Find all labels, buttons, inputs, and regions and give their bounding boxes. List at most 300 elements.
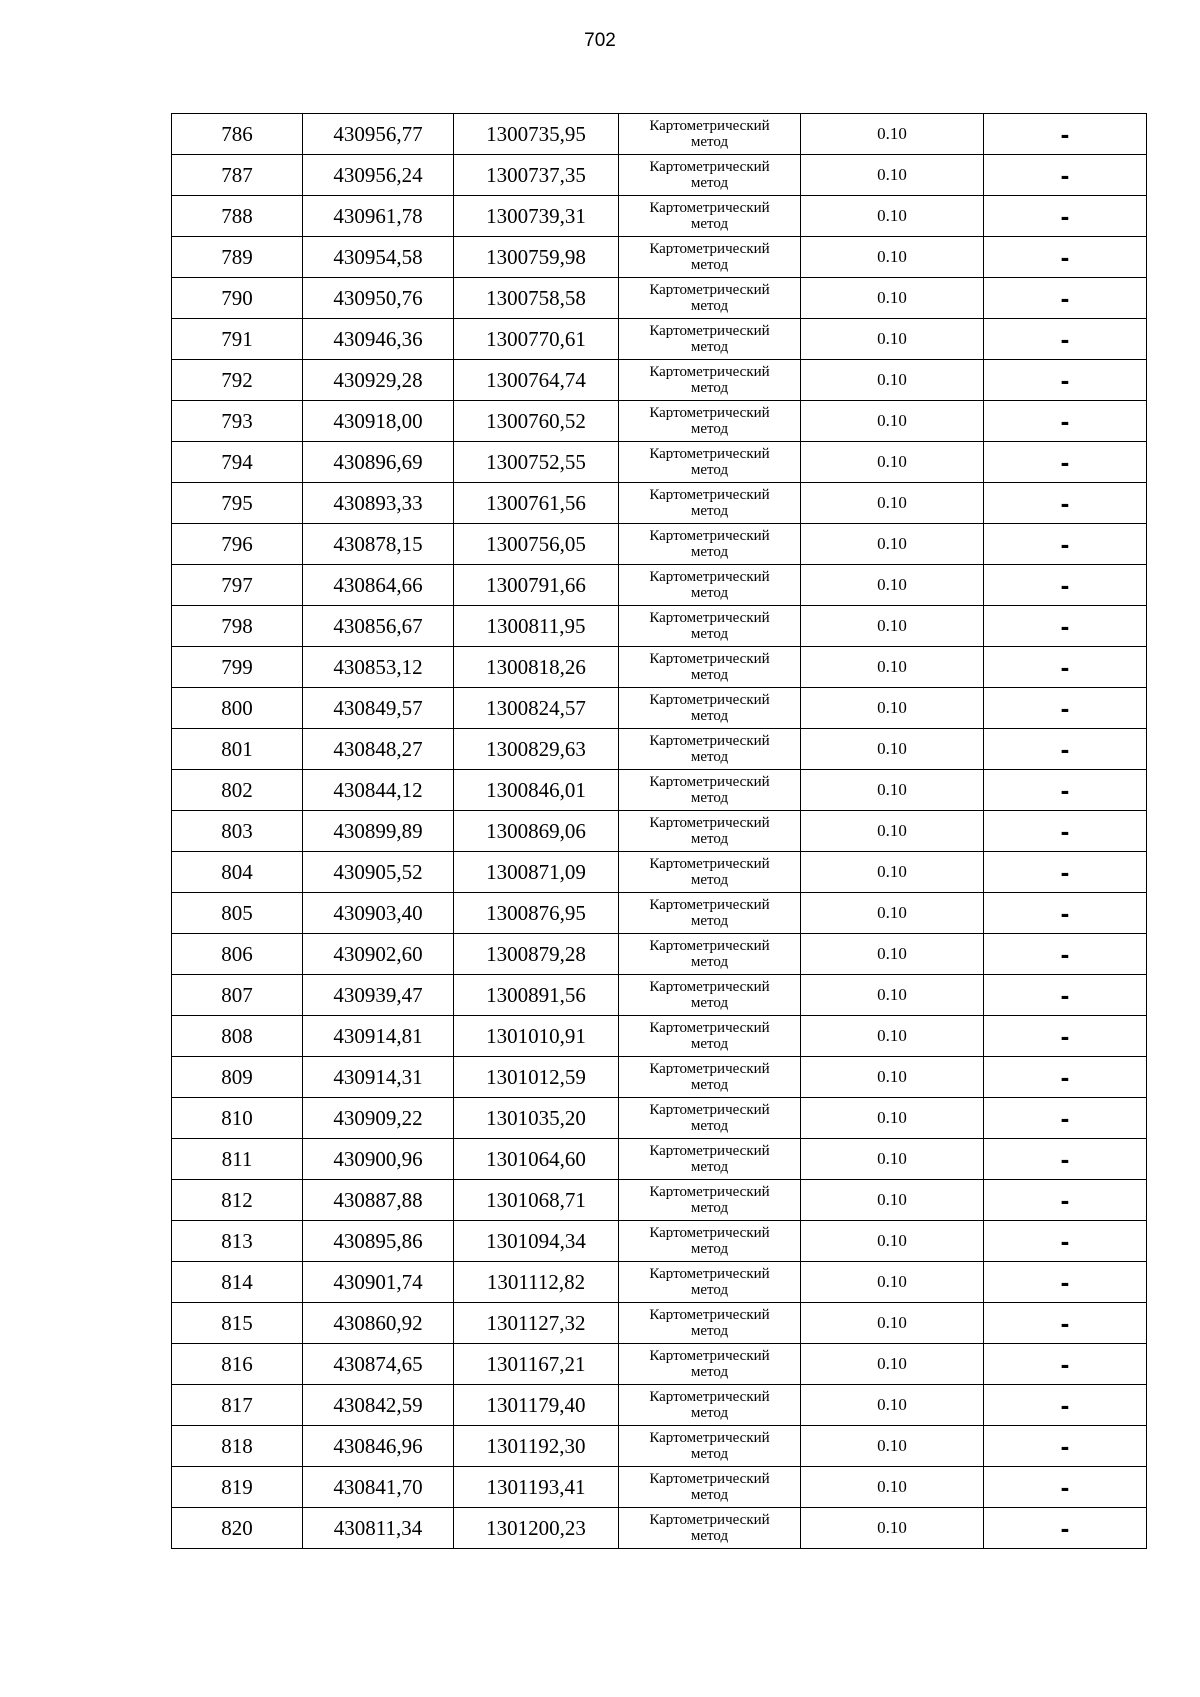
y-coordinate-cell: 1300760,52	[454, 401, 619, 442]
point-number-cell: 818	[172, 1426, 303, 1467]
point-number-cell: 810	[172, 1098, 303, 1139]
table-row	[172, 811, 1147, 852]
accuracy-cell: 0.10	[801, 1467, 984, 1508]
point-number-cell: 791	[172, 319, 303, 360]
point-number-cell: 802	[172, 770, 303, 811]
method-label-line1: Картометрический	[649, 1020, 770, 1036]
method-label-line1: Картометрический	[649, 1471, 770, 1487]
y-coordinate-cell: 1300846,01	[454, 770, 619, 811]
x-coordinate-cell: 430899,89	[303, 811, 454, 852]
point-number-cell: 787	[172, 155, 303, 196]
coordinates-table-body	[172, 114, 1147, 1549]
method-cell	[619, 196, 801, 237]
table-row	[172, 360, 1147, 401]
table-row	[172, 1303, 1147, 1344]
point-number-cell: 806	[172, 934, 303, 975]
method-label-line1: Картометрический	[649, 651, 770, 667]
method-label-line1: Картометрический	[649, 1102, 770, 1118]
table-row	[172, 319, 1147, 360]
y-coordinate-cell: 1301193,41	[454, 1467, 619, 1508]
method-cell	[619, 319, 801, 360]
x-coordinate-cell: 430860,92	[303, 1303, 454, 1344]
x-coordinate-cell: 430878,15	[303, 524, 454, 565]
dash-cell: -	[984, 360, 1147, 401]
x-coordinate-cell: 430849,57	[303, 688, 454, 729]
method-cell	[619, 770, 801, 811]
dash-cell: -	[984, 524, 1147, 565]
y-coordinate-cell: 1300752,55	[454, 442, 619, 483]
y-coordinate-cell: 1300735,95	[454, 114, 619, 155]
accuracy-cell: 0.10	[801, 770, 984, 811]
table-row	[172, 483, 1147, 524]
method-label-line1: Картометрический	[649, 487, 770, 503]
method-cell	[619, 155, 801, 196]
point-number-cell: 789	[172, 237, 303, 278]
accuracy-cell: 0.10	[801, 360, 984, 401]
x-coordinate-cell: 430848,27	[303, 729, 454, 770]
table-row	[172, 606, 1147, 647]
y-coordinate-cell: 1300876,95	[454, 893, 619, 934]
table-row	[172, 401, 1147, 442]
point-number-cell: 816	[172, 1344, 303, 1385]
y-coordinate-cell: 1300739,31	[454, 196, 619, 237]
point-number-cell: 812	[172, 1180, 303, 1221]
table-row	[172, 1098, 1147, 1139]
point-number-cell: 808	[172, 1016, 303, 1057]
table-row	[172, 934, 1147, 975]
table-row	[172, 237, 1147, 278]
accuracy-cell: 0.10	[801, 524, 984, 565]
accuracy-cell: 0.10	[801, 319, 984, 360]
accuracy-cell: 0.10	[801, 1303, 984, 1344]
method-label-line1: Картометрический	[649, 610, 770, 626]
method-cell	[619, 934, 801, 975]
y-coordinate-cell: 1300824,57	[454, 688, 619, 729]
method-label-line2: метод	[690, 462, 729, 478]
x-coordinate-cell: 430900,96	[303, 1139, 454, 1180]
method-cell	[619, 1016, 801, 1057]
point-number-cell: 809	[172, 1057, 303, 1098]
accuracy-cell: 0.10	[801, 1139, 984, 1180]
method-label-line2: метод	[690, 1077, 729, 1093]
method-label-line2: метод	[690, 175, 729, 191]
point-number-cell: 788	[172, 196, 303, 237]
dash-cell: -	[984, 606, 1147, 647]
y-coordinate-cell: 1300770,61	[454, 319, 619, 360]
y-coordinate-cell: 1300756,05	[454, 524, 619, 565]
dash-cell: -	[984, 442, 1147, 483]
point-number-cell: 819	[172, 1467, 303, 1508]
y-coordinate-cell: 1301179,40	[454, 1385, 619, 1426]
accuracy-cell: 0.10	[801, 1508, 984, 1549]
x-coordinate-cell: 430893,33	[303, 483, 454, 524]
x-coordinate-cell: 430902,60	[303, 934, 454, 975]
dash-cell: -	[984, 1098, 1147, 1139]
y-coordinate-cell: 1301064,60	[454, 1139, 619, 1180]
dash-cell: -	[984, 565, 1147, 606]
method-cell	[619, 852, 801, 893]
point-number-cell: 805	[172, 893, 303, 934]
accuracy-cell: 0.10	[801, 278, 984, 319]
point-number-cell: 798	[172, 606, 303, 647]
accuracy-cell: 0.10	[801, 934, 984, 975]
method-label-line1: Картометрический	[649, 1430, 770, 1446]
method-label-line1: Картометрический	[649, 1348, 770, 1364]
point-number-cell: 800	[172, 688, 303, 729]
method-cell	[619, 1385, 801, 1426]
method-label-line1: Картометрический	[649, 241, 770, 257]
table-row	[172, 647, 1147, 688]
method-cell	[619, 1426, 801, 1467]
x-coordinate-cell: 430841,70	[303, 1467, 454, 1508]
method-cell	[619, 360, 801, 401]
point-number-cell: 792	[172, 360, 303, 401]
method-label-line2: метод	[690, 626, 729, 642]
point-number-cell: 796	[172, 524, 303, 565]
method-label-line1: Картометрический	[649, 856, 770, 872]
y-coordinate-cell: 1300811,95	[454, 606, 619, 647]
method-cell	[619, 401, 801, 442]
method-cell	[619, 688, 801, 729]
method-label-line2: метод	[690, 298, 729, 314]
x-coordinate-cell: 430846,96	[303, 1426, 454, 1467]
accuracy-cell: 0.10	[801, 1180, 984, 1221]
y-coordinate-cell: 1301167,21	[454, 1344, 619, 1385]
dash-cell: -	[984, 811, 1147, 852]
method-label-line2: метод	[690, 1118, 729, 1134]
method-label-line1: Картометрический	[649, 1512, 770, 1528]
page-number: 702	[584, 30, 616, 51]
y-coordinate-cell: 1301127,32	[454, 1303, 619, 1344]
method-label-line2: метод	[690, 749, 729, 765]
method-label-line2: метод	[690, 667, 729, 683]
method-label-line1: Картометрический	[649, 1184, 770, 1200]
table-row	[172, 1057, 1147, 1098]
table-row	[172, 893, 1147, 934]
table-row	[172, 975, 1147, 1016]
table-row	[172, 1262, 1147, 1303]
accuracy-cell: 0.10	[801, 483, 984, 524]
x-coordinate-cell: 430864,66	[303, 565, 454, 606]
accuracy-cell: 0.10	[801, 1016, 984, 1057]
point-number-cell: 820	[172, 1508, 303, 1549]
point-number-cell: 790	[172, 278, 303, 319]
method-cell	[619, 1180, 801, 1221]
method-label-line2: метод	[690, 257, 729, 273]
table-row	[172, 770, 1147, 811]
y-coordinate-cell: 1300791,66	[454, 565, 619, 606]
method-label-line1: Картометрический	[649, 938, 770, 954]
y-coordinate-cell: 1301094,34	[454, 1221, 619, 1262]
dash-cell: -	[984, 483, 1147, 524]
method-label-line2: метод	[690, 831, 729, 847]
point-number-cell: 801	[172, 729, 303, 770]
x-coordinate-cell: 430844,12	[303, 770, 454, 811]
x-coordinate-cell: 430901,74	[303, 1262, 454, 1303]
accuracy-cell: 0.10	[801, 114, 984, 155]
method-label-line2: метод	[690, 872, 729, 888]
dash-cell: -	[984, 1467, 1147, 1508]
method-label-line2: метод	[690, 339, 729, 355]
x-coordinate-cell: 430956,77	[303, 114, 454, 155]
method-label-line2: метод	[690, 954, 729, 970]
dash-cell: -	[984, 1180, 1147, 1221]
method-label-line2: метод	[690, 1282, 729, 1298]
point-number-cell: 813	[172, 1221, 303, 1262]
table-row	[172, 278, 1147, 319]
accuracy-cell: 0.10	[801, 196, 984, 237]
method-cell	[619, 1221, 801, 1262]
y-coordinate-cell: 1300764,74	[454, 360, 619, 401]
method-label-line1: Картометрический	[649, 692, 770, 708]
dash-cell: -	[984, 1426, 1147, 1467]
dash-cell: -	[984, 893, 1147, 934]
accuracy-cell: 0.10	[801, 565, 984, 606]
method-label-line1: Картометрический	[649, 528, 770, 544]
method-label-line2: метод	[690, 995, 729, 1011]
accuracy-cell: 0.10	[801, 237, 984, 278]
method-cell	[619, 442, 801, 483]
method-cell	[619, 1508, 801, 1549]
accuracy-cell: 0.10	[801, 1057, 984, 1098]
method-cell	[619, 811, 801, 852]
method-label-line2: метод	[690, 1446, 729, 1462]
x-coordinate-cell: 430956,24	[303, 155, 454, 196]
method-cell	[619, 606, 801, 647]
dash-cell: -	[984, 401, 1147, 442]
point-number-cell: 817	[172, 1385, 303, 1426]
table-row	[172, 565, 1147, 606]
table-row	[172, 852, 1147, 893]
method-cell	[619, 975, 801, 1016]
table-row	[172, 1221, 1147, 1262]
dash-cell: -	[984, 1139, 1147, 1180]
method-label-line1: Картометрический	[649, 1225, 770, 1241]
table-row	[172, 155, 1147, 196]
x-coordinate-cell: 430914,81	[303, 1016, 454, 1057]
y-coordinate-cell: 1300879,28	[454, 934, 619, 975]
y-coordinate-cell: 1301035,20	[454, 1098, 619, 1139]
method-cell	[619, 893, 801, 934]
accuracy-cell: 0.10	[801, 1426, 984, 1467]
method-label-line1: Картометрический	[649, 446, 770, 462]
point-number-cell: 811	[172, 1139, 303, 1180]
method-label-line1: Картометрический	[649, 118, 770, 134]
table-row	[172, 442, 1147, 483]
method-label-line1: Картометрический	[649, 1389, 770, 1405]
dash-cell: -	[984, 1016, 1147, 1057]
x-coordinate-cell: 430874,65	[303, 1344, 454, 1385]
dash-cell: -	[984, 975, 1147, 1016]
accuracy-cell: 0.10	[801, 606, 984, 647]
method-label-line1: Картометрический	[649, 405, 770, 421]
y-coordinate-cell: 1301200,23	[454, 1508, 619, 1549]
x-coordinate-cell: 430896,69	[303, 442, 454, 483]
point-number-cell: 794	[172, 442, 303, 483]
point-number-cell: 799	[172, 647, 303, 688]
table-row	[172, 1344, 1147, 1385]
x-coordinate-cell: 430914,31	[303, 1057, 454, 1098]
point-number-cell: 795	[172, 483, 303, 524]
method-label-line1: Картометрический	[649, 1143, 770, 1159]
dash-cell: -	[984, 278, 1147, 319]
y-coordinate-cell: 1300891,56	[454, 975, 619, 1016]
accuracy-cell: 0.10	[801, 1221, 984, 1262]
method-cell	[619, 524, 801, 565]
x-coordinate-cell: 430961,78	[303, 196, 454, 237]
method-label-line2: метод	[690, 1487, 729, 1503]
accuracy-cell: 0.10	[801, 893, 984, 934]
accuracy-cell: 0.10	[801, 647, 984, 688]
table-row	[172, 196, 1147, 237]
table-row	[172, 1467, 1147, 1508]
dash-cell: -	[984, 1508, 1147, 1549]
y-coordinate-cell: 1301068,71	[454, 1180, 619, 1221]
method-label-line1: Картометрический	[649, 200, 770, 216]
method-cell	[619, 1344, 801, 1385]
coordinates-table	[171, 113, 1147, 1549]
method-label-line1: Картометрический	[649, 1061, 770, 1077]
point-number-cell: 793	[172, 401, 303, 442]
x-coordinate-cell: 430946,36	[303, 319, 454, 360]
accuracy-cell: 0.10	[801, 975, 984, 1016]
x-coordinate-cell: 430856,67	[303, 606, 454, 647]
method-cell	[619, 729, 801, 770]
method-label-line1: Картометрический	[649, 774, 770, 790]
method-cell	[619, 647, 801, 688]
method-label-line1: Картометрический	[649, 733, 770, 749]
accuracy-cell: 0.10	[801, 401, 984, 442]
accuracy-cell: 0.10	[801, 811, 984, 852]
table-row	[172, 1508, 1147, 1549]
y-coordinate-cell: 1300759,98	[454, 237, 619, 278]
method-cell	[619, 565, 801, 606]
dash-cell: -	[984, 1303, 1147, 1344]
table-row	[172, 1385, 1147, 1426]
dash-cell: -	[984, 934, 1147, 975]
method-cell	[619, 1467, 801, 1508]
dash-cell: -	[984, 647, 1147, 688]
point-number-cell: 815	[172, 1303, 303, 1344]
dash-cell: -	[984, 1344, 1147, 1385]
x-coordinate-cell: 430895,86	[303, 1221, 454, 1262]
table-row	[172, 1139, 1147, 1180]
method-label-line2: метод	[690, 1036, 729, 1052]
method-label-line1: Картометрический	[649, 1307, 770, 1323]
y-coordinate-cell: 1300737,35	[454, 155, 619, 196]
method-cell	[619, 1098, 801, 1139]
method-label-line1: Картометрический	[649, 1266, 770, 1282]
y-coordinate-cell: 1300818,26	[454, 647, 619, 688]
point-number-cell: 814	[172, 1262, 303, 1303]
method-label-line2: метод	[690, 790, 729, 806]
point-number-cell: 807	[172, 975, 303, 1016]
y-coordinate-cell: 1300871,09	[454, 852, 619, 893]
method-label-line2: метод	[690, 380, 729, 396]
accuracy-cell: 0.10	[801, 155, 984, 196]
dash-cell: -	[984, 688, 1147, 729]
table-row	[172, 1180, 1147, 1221]
accuracy-cell: 0.10	[801, 1262, 984, 1303]
method-label-line2: метод	[690, 913, 729, 929]
method-cell	[619, 1057, 801, 1098]
method-cell	[619, 237, 801, 278]
method-label-line2: метод	[690, 544, 729, 560]
y-coordinate-cell: 1301010,91	[454, 1016, 619, 1057]
method-label-line1: Картометрический	[649, 323, 770, 339]
dash-cell: -	[984, 1057, 1147, 1098]
accuracy-cell: 0.10	[801, 1344, 984, 1385]
x-coordinate-cell: 430853,12	[303, 647, 454, 688]
x-coordinate-cell: 430918,00	[303, 401, 454, 442]
dash-cell: -	[984, 729, 1147, 770]
x-coordinate-cell: 430950,76	[303, 278, 454, 319]
method-cell	[619, 1303, 801, 1344]
method-label-line1: Картометрический	[649, 159, 770, 175]
table-row	[172, 688, 1147, 729]
x-coordinate-cell: 430811,34	[303, 1508, 454, 1549]
method-label-line2: метод	[690, 1241, 729, 1257]
method-cell	[619, 278, 801, 319]
method-label-line2: метод	[690, 1528, 729, 1544]
y-coordinate-cell: 1301012,59	[454, 1057, 619, 1098]
point-number-cell: 786	[172, 114, 303, 155]
method-label-line1: Картометрический	[649, 815, 770, 831]
point-number-cell: 797	[172, 565, 303, 606]
method-label-line1: Картометрический	[649, 897, 770, 913]
accuracy-cell: 0.10	[801, 729, 984, 770]
table-row	[172, 114, 1147, 155]
method-label-line2: метод	[690, 1405, 729, 1421]
method-label-line1: Картометрический	[649, 364, 770, 380]
method-cell	[619, 483, 801, 524]
x-coordinate-cell: 430905,52	[303, 852, 454, 893]
accuracy-cell: 0.10	[801, 1385, 984, 1426]
method-label-line2: метод	[690, 216, 729, 232]
dash-cell: -	[984, 237, 1147, 278]
y-coordinate-cell: 1300869,06	[454, 811, 619, 852]
accuracy-cell: 0.10	[801, 1098, 984, 1139]
x-coordinate-cell: 430954,58	[303, 237, 454, 278]
x-coordinate-cell: 430887,88	[303, 1180, 454, 1221]
method-label-line2: метод	[690, 1159, 729, 1175]
x-coordinate-cell: 430909,22	[303, 1098, 454, 1139]
dash-cell: -	[984, 1262, 1147, 1303]
dash-cell: -	[984, 1221, 1147, 1262]
table-row	[172, 729, 1147, 770]
y-coordinate-cell: 1301112,82	[454, 1262, 619, 1303]
dash-cell: -	[984, 114, 1147, 155]
x-coordinate-cell: 430903,40	[303, 893, 454, 934]
method-label-line1: Картометрический	[649, 979, 770, 995]
method-cell	[619, 1139, 801, 1180]
method-label-line2: метод	[690, 585, 729, 601]
dash-cell: -	[984, 770, 1147, 811]
method-label-line2: метод	[690, 134, 729, 150]
method-label-line2: метод	[690, 1200, 729, 1216]
method-label-line1: Картометрический	[649, 282, 770, 298]
table-row	[172, 1016, 1147, 1057]
accuracy-cell: 0.10	[801, 442, 984, 483]
table-row	[172, 524, 1147, 565]
x-coordinate-cell: 430929,28	[303, 360, 454, 401]
dash-cell: -	[984, 1385, 1147, 1426]
point-number-cell: 804	[172, 852, 303, 893]
method-label-line2: метод	[690, 708, 729, 724]
dash-cell: -	[984, 319, 1147, 360]
method-cell	[619, 1262, 801, 1303]
x-coordinate-cell: 430842,59	[303, 1385, 454, 1426]
